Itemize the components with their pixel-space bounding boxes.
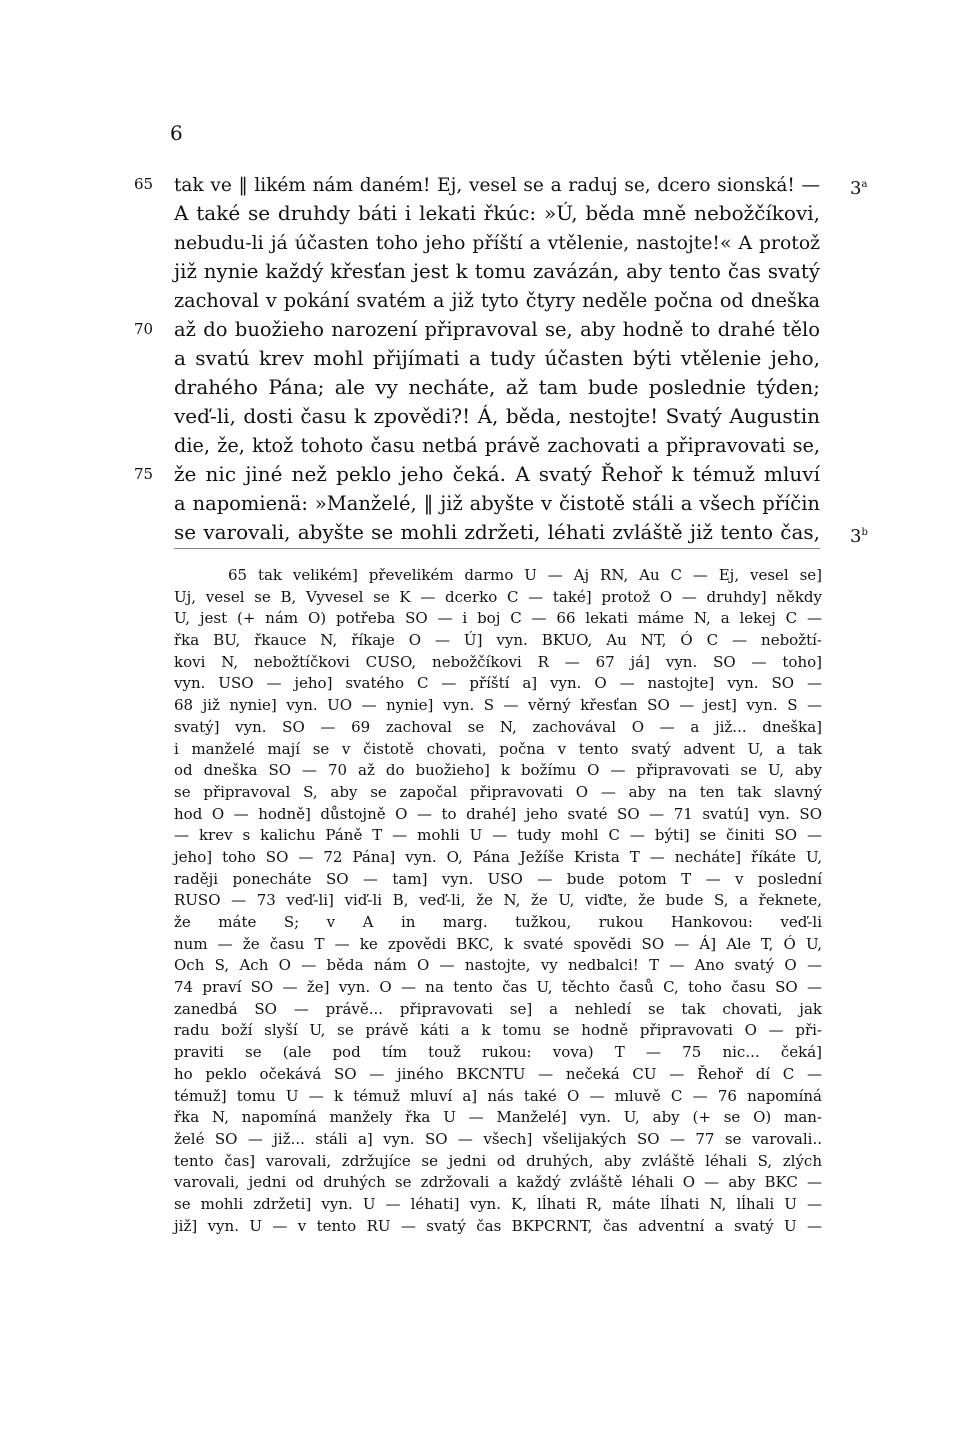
apparatus-line: jeho] toho SO — 72 Pána] vyn. O, Pána Ježíše Krista T — necháte] říkáte U, — [174, 847, 822, 866]
line-number: 70 — [134, 320, 154, 338]
apparatus-line: 68 již nynie] vyn. UO — nynie] vyn. S — věrný křesťan SO — jest] vyn. S — — [174, 696, 822, 715]
apparatus-line: Och S, Ach O — běda nám O — nastojte, vy nedbalci! T — Ano svatý O — — [174, 956, 822, 975]
apparatus-line: — krev s kalichu Páně T — mohli U — tudy mohl C — býti] se činiti SO — — [174, 826, 822, 845]
line-text: již nynie každý křesťan jest k tomu zavázán, aby tento čas svatý — [174, 260, 820, 283]
apparatus-line: řka BU, řkauce N, říkaje O — Ú] vyn. BKUO, Au NT, Ó C — nebožtí- — [174, 631, 822, 650]
footnote-divider — [174, 548, 820, 549]
line-text: a svatú krev mohl přijímati a tudy účasten býti vtělenie jeho, — [174, 346, 820, 370]
main-text-line — [174, 286, 820, 315]
apparatus-line: svatý] vyn. SO — 69 zachoval se N, zachovával O — a již... dneška] — [174, 717, 822, 736]
apparatus-line: již] vyn. U — v tento RU — svatý čas BKPCRNT, čas adventní a svatý U — — [174, 1216, 822, 1235]
main-text-line — [134, 315, 820, 344]
apparatus-line: 65 tak velikém] převelikém darmo U — Aj RN, Au C — Ej, vesel se] — [228, 566, 822, 584]
main-text — [134, 170, 868, 547]
apparatus-line: že máte S; v A in marg. tužkou, rukou Hankovou: veď-li — [174, 913, 822, 931]
line-number: 65 — [134, 175, 154, 193]
line-text: se varovali, abyšte se mohli zdržeti, léhati zvláště již tento čas, — [174, 520, 820, 544]
line-text: nebudu-li já účasten toho jeho příští a vtělenie, nastojte!« A protož — [174, 233, 820, 254]
line-number: 75 — [134, 465, 154, 483]
page-number: 6 — [170, 121, 183, 145]
apparatus-line: témuž] tomu U — k témuž mluví a] nás také O — mluvě C — 76 napomíná — [174, 1086, 822, 1105]
folio-reference — [850, 518, 868, 551]
apparatus-line: kovi N, nebožtíčkovi CUSO, nebožčíkovi R — 67 já] vyn. SO — toho] — [174, 652, 822, 671]
apparatus-line: varovali, jedni od druhých se zdržovali a každý zvláště léhali O — aby BKC — — [174, 1173, 822, 1192]
main-text-line — [134, 460, 820, 489]
apparatus-line: ho peklo očekává SO — jiného BKCNTU — nečeká CU — Řehoř dí C — — [174, 1064, 822, 1083]
folio-number: 3 — [850, 526, 862, 547]
apparatus-line: radu boží slyší U, se právě káti a k tomu se hodně připravovati O — při- — [174, 1021, 822, 1040]
main-text-line — [174, 402, 820, 431]
line-text: veď-li, dosti času k zpovědi?! Á, běda, nestojte! Svatý Augustin — [174, 404, 820, 428]
line-text: a napomienä: »Manželé, ‖ již abyšte v čistotě stáli a všech příčin — [174, 492, 820, 515]
apparatus-line: Uj, vesel se B, Vyvesel se K — dcerko C — také] protož O — druhdy] někdy — [174, 587, 822, 606]
apparatus-line: vyn. USO — jeho] svatého C — příští a] vyn. O — nastojte] vyn. SO — — [174, 674, 822, 693]
line-text: tak ve ‖ likém nám daném! Ej, vesel se a raduj se, dcero sionská! — — [174, 175, 820, 196]
line-text: die, že, ktož tohoto času netbá právě zachovati a připravovati se, — [174, 434, 820, 457]
apparatus-line: se připravoval S, aby se započal připravovati O — aby na ten tak slavný — [174, 782, 822, 801]
apparatus-line: želé SO — již... stáli a] vyn. SO — všech] všelijakých SO — 77 se varovali.. — [174, 1129, 822, 1148]
apparatus-line: praviti se (ale pod tím touž rukou: vova) T — 75 nic... čeká] — [174, 1043, 822, 1062]
line-text: až do buožieho narození připravoval se, aby hodně to drahé tělo — [174, 318, 820, 341]
apparatus-line: hod O — hodně] důstojně O — to drahé] jeho svaté SO — 71 svatú] vyn. SO — [174, 804, 822, 823]
line-text: A také se druhdy báti i lekati řkúc: »Ú, běda mně nebožčíkovi, — [174, 201, 820, 225]
apparatus-line: tento čas] varovali, zdržujíce se jedni od druhých, aby zvláště léhali S, zlých — [174, 1151, 822, 1170]
main-text-line — [174, 518, 868, 547]
folio-number: 3 — [850, 178, 862, 199]
main-text-line — [134, 170, 868, 199]
apparatus-line: num — že času T — ke zpovědi BKC, k svaté spovědi SO — Á] Ale T, Ó U, — [174, 934, 822, 953]
apparatus-line: 74 praví SO — že] vyn. O — na tento čas U, těchto časů C, toho času SO — — [174, 978, 822, 997]
main-text-line — [174, 199, 820, 228]
apparatus-line: zanedbá SO — právě... připravovati se] a nehledí se tak chovati, jak — [174, 999, 822, 1018]
folio-side: a — [861, 179, 868, 190]
main-text-line — [174, 431, 820, 460]
main-text-line — [174, 489, 820, 518]
main-text-line — [174, 228, 820, 257]
line-text: že nic jiné než peklo jeho čeká. A svatý Řehoř k témuž mluví — [174, 462, 820, 486]
main-text-line — [174, 373, 820, 402]
apparatus-line: řka N, napomíná manžely řka U — Manželé] vyn. U, aby (+ se O) man- — [174, 1108, 822, 1127]
line-text: zachoval v pokání svatém a již tyto čtyry neděle počna od dneška — [174, 289, 820, 312]
apparatus-line: i manželé mají se v čistotě chovati, počna v tento svatý advent U, a tak — [174, 739, 822, 758]
critical-apparatus — [174, 565, 822, 1237]
main-text-line — [174, 257, 820, 286]
line-text: drahého Pána; ale vy necháte, až tam bude poslednie týden; — [174, 375, 820, 399]
apparatus-line: raději ponecháte SO — tam] vyn. USO — bude potom T — v poslední — [174, 869, 822, 888]
apparatus-line: RUSO — 73 veď-li] viď-li B, veď-li, že N, že U, viďte, že bude S, a řeknete, — [174, 891, 822, 910]
folio-side: b — [861, 527, 868, 538]
main-text-line — [174, 344, 820, 373]
apparatus-line: U, jest (+ nám O) potřeba SO — i boj C — 66 lekati máme N, a lekej C — — [174, 609, 822, 628]
apparatus-line: se mohli zdržeti] vyn. U — léhati] vyn. K, lĺhati R, máte lĺhati N, lĺhali U — — [174, 1194, 822, 1213]
apparatus-line: od dneška SO — 70 až do buožieho] k božímu O — připravovati se U, aby — [174, 761, 822, 780]
folio-reference — [850, 170, 867, 203]
